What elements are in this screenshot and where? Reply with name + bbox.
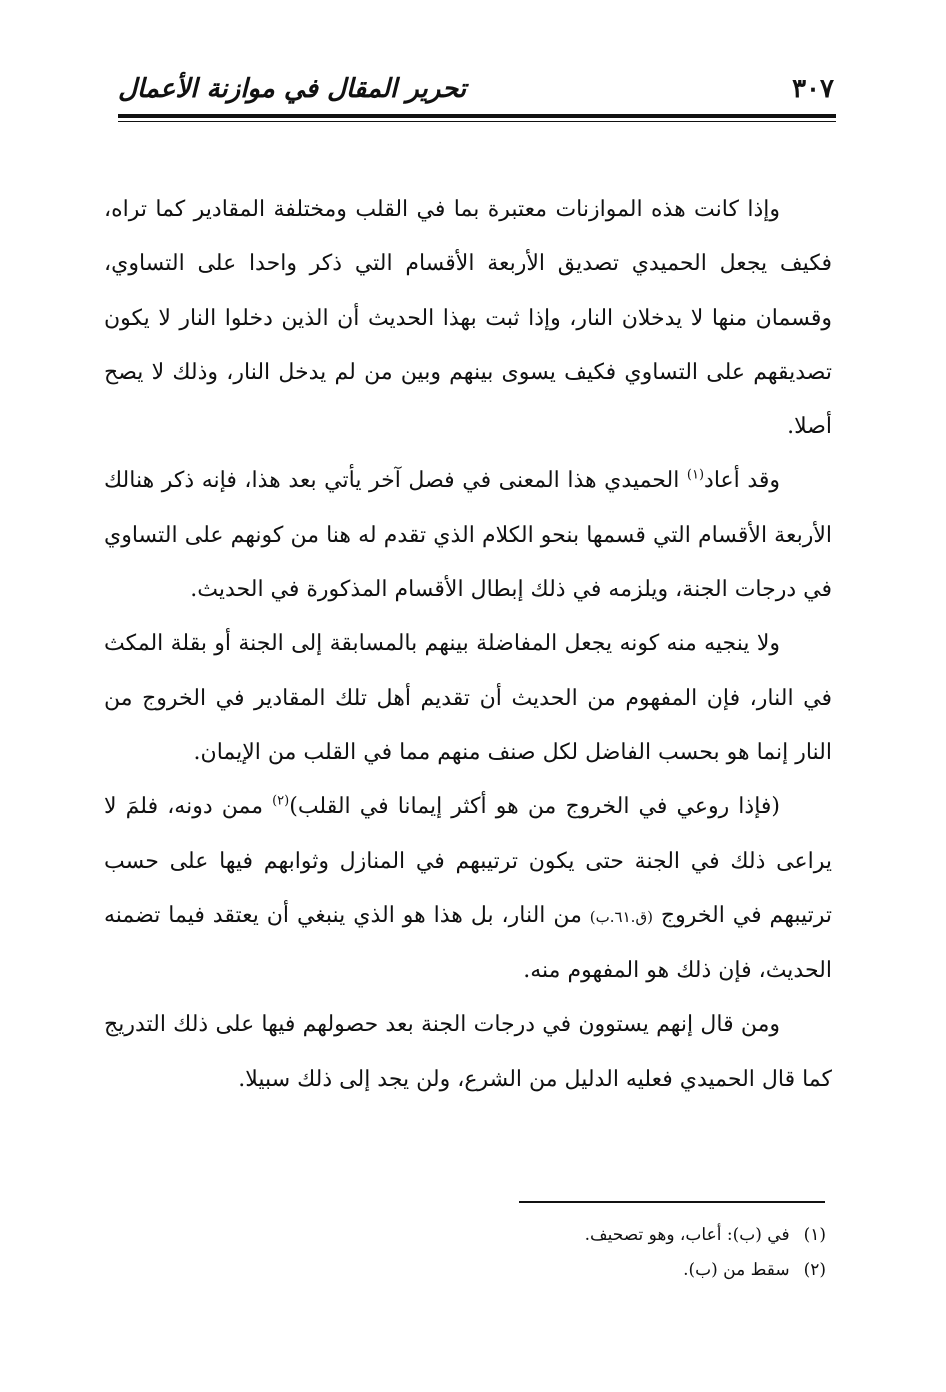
header-rule-thin	[118, 121, 836, 122]
paragraph-4-after: من النار، بل هذا هو الذي ينبغي أن يعتقد فيما تضمنه الحديث، فإن ذلك هو المفهوم منه.	[104, 902, 832, 984]
header-rule-thick	[118, 114, 836, 118]
page-number: ٣٠٧	[792, 74, 834, 104]
footnote-1-number: (١)	[803, 1225, 826, 1245]
paragraph-2-after: الحميدي هذا المعنى في فصل آخر يأتي بعد هذا، فإنه ذكر هنالك الأربعة الأقسام التي قسمها بنحو الكلام الذي تقدم له هنا من كونهم على التساوي في درجات الجنة، ويلزمه في ذلك إبطال الأقسام المذكورة في الحديث.	[104, 468, 832, 603]
paragraph-2-before: وقد أعاد	[704, 468, 781, 494]
footnote-1	[430, 1218, 826, 1253]
footnote-separator	[519, 1201, 825, 1203]
footnote-2-text: سقط من (ب).	[683, 1260, 790, 1280]
paragraph-4-middle: ممن دونه، فلمَ لا يراعى ذلك في الجنة حتى يكون ترتيبهم في المنازل وثوابهم فيها على حسب ترتيبهم في الخروج	[104, 794, 832, 928]
running-header	[118, 68, 834, 108]
paragraph-1: وإذا كانت هذه الموازنات معتبرة بما في القلب ومختلفة المقادير كما تراه، فكيف يجعل الحميدي تصديق الأربعة الأقسام التي ذكر واحدا على التساوي، وقسمان منها لا يدخلان النار، وإذا ثبت بهذا الحديث أن الذين دخلوا النار لا يكون تصديقهم على التساوي فكيف يسوى بينهم وبين من لم يدخل النار، وذلك لا يصح أصلا.	[104, 197, 832, 440]
footnotes	[430, 1218, 826, 1288]
footnote-marker-1: (١)	[686, 468, 705, 484]
main-text	[104, 183, 832, 1107]
footnote-marker-2: (٢)	[272, 793, 290, 809]
running-title: تحرير المقال في موازنة الأعمال	[118, 74, 467, 104]
paragraph-4	[104, 780, 832, 998]
manuscript-folio-ref: (ق.٦١.ب)	[589, 907, 653, 926]
footnote-2	[430, 1253, 826, 1288]
footnote-1-text: في (ب): أعاب، وهو تصحيف.	[584, 1225, 790, 1245]
paragraph-2	[104, 454, 832, 617]
paragraph-3: ولا ينجيه منه كونه يجعل المفاضلة بينهم بالمسابقة إلى الجنة أو بقلة المكث في النار، فإن المفهوم من الحديث أن تقديم أهل تلك المقادير في الخروج من النار إنما هو بحسب الفاضل لكل صنف منهم مما في القلب من الإيمان.	[104, 631, 832, 765]
paragraph-4-before: (فإذا روعي في الخروج من هو أكثر إيمانا في القلب)	[289, 794, 781, 820]
paragraph-5: ومن قال إنهم يستوون في درجات الجنة بعد حصولهم فيها على ذلك التدريج كما قال الحميدي فعليه الدليل من الشرع، ولن يجد إلى ذلك سبيلا.	[104, 1012, 832, 1092]
footnote-2-number: (٢)	[803, 1260, 826, 1280]
